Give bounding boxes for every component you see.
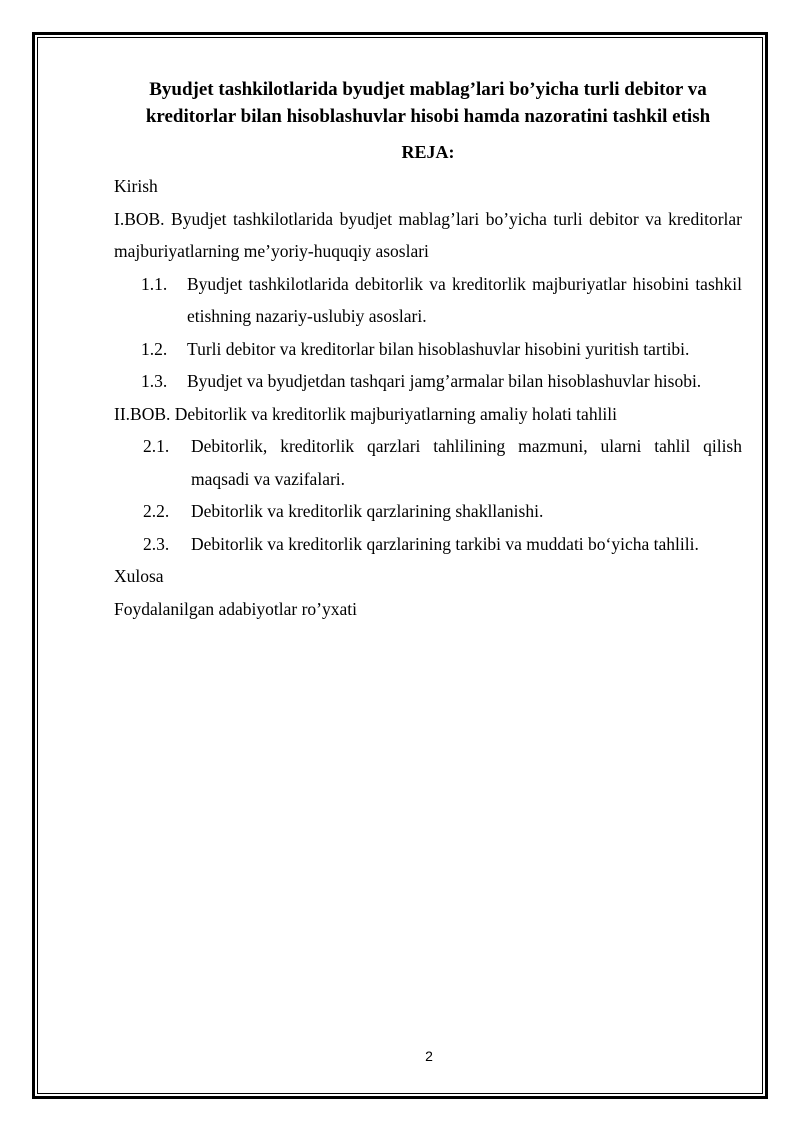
section-text: Turli debitor va kreditorlar bilan hisoblashuvlar hisobini yuritish tartibi. bbox=[187, 338, 690, 359]
document-title: Byudjet tashkilotlarida byudjet mablag’lari bo’yicha turli debitor va kreditorlar bilan hisoblashuvlar hisobi hamda nazoratini tashkil etish bbox=[145, 79, 711, 127]
conclusion-item: Xulosa bbox=[114, 566, 164, 586]
section-item bbox=[114, 495, 742, 528]
section-number: 1.2. bbox=[141, 338, 168, 359]
chapter2-title: II.BOB. Debitorlik va kreditorlik majburiyatlarning amaliy holati tahlili bbox=[114, 403, 618, 424]
chapter1-title: I.BOB. Byudjet tashkilotlarida byudjet mablag’lari bo’yicha turli debitor va kreditorlar majburiyatlarning me’yoriy-huquqiy asoslari bbox=[114, 208, 742, 261]
section-text: Debitorlik va kreditorlik qarzlarining tarkibi va muddati bo‘yicha tahlili. bbox=[191, 533, 699, 554]
page-number: 2 bbox=[425, 1048, 433, 1064]
section-text: Debitorlik va kreditorlik qarzlarining shakllanishi. bbox=[191, 501, 544, 521]
section-number: 1.3. bbox=[141, 371, 168, 391]
document-body bbox=[114, 76, 742, 625]
section-item bbox=[114, 333, 742, 366]
section-number: 1.1. bbox=[141, 273, 168, 294]
references-item: Foydalanilgan adabiyotlar ro’yxati bbox=[114, 598, 357, 619]
section-item bbox=[114, 430, 742, 495]
section-item bbox=[114, 365, 742, 398]
section-item bbox=[114, 268, 742, 333]
plan-heading: REJA: bbox=[401, 142, 455, 162]
section-number: 2.2. bbox=[143, 501, 170, 521]
section-number: 2.3. bbox=[143, 533, 170, 554]
section-item bbox=[114, 528, 742, 561]
section-text: Byudjet tashkilotlarida debitorlik va kreditorlik majburiyatlar hisobini tashkil etishning nazariy-uslubiy asoslari. bbox=[187, 273, 742, 326]
section-text: Byudjet va byudjetdan tashqari jamg’armalar bilan hisoblashuvlar hisobi. bbox=[187, 371, 702, 391]
intro-item: Kirish bbox=[114, 176, 158, 196]
section-text: Debitorlik, kreditorlik qarzlari tahlilining mazmuni, ularni tahlil qilish maqsadi va vazifalari. bbox=[191, 436, 742, 489]
section-number: 2.1. bbox=[143, 436, 170, 456]
